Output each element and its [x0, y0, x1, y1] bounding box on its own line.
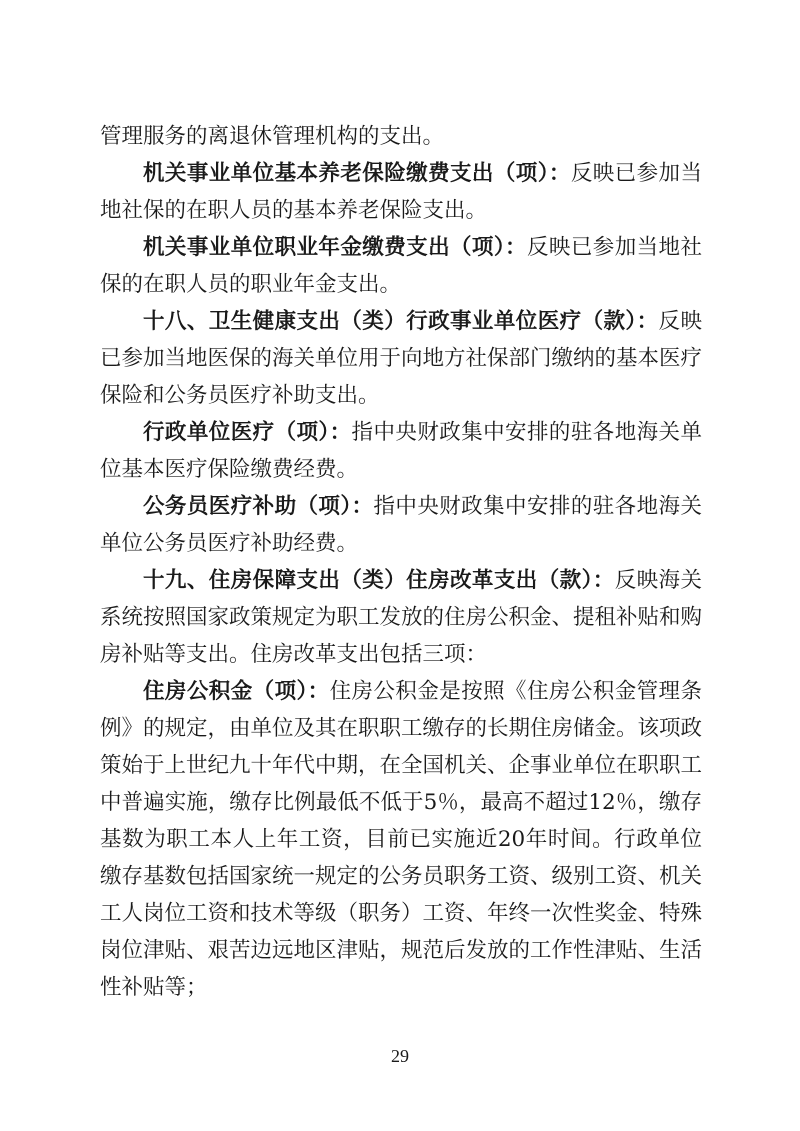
- paragraph: [100, 562, 702, 673]
- paragraph-text: 指中央财政集中安排的驻各地海关单位基本医疗保险缴费经费。: [100, 420, 702, 482]
- paragraph-text: 管理服务的离退休管理机构的支出。: [100, 124, 445, 149]
- paragraph: [100, 118, 702, 155]
- paragraph-heading: 机关事业单位职业年金缴费支出（项）：: [143, 235, 527, 260]
- paragraph: [100, 414, 702, 488]
- paragraph: [100, 229, 702, 303]
- paragraph-text: 反映已参加当地社保的在职人员的基本养老保险支出。: [100, 161, 702, 223]
- paragraph-heading: 住房公积金（项）：: [143, 679, 330, 704]
- paragraph: [100, 673, 702, 1006]
- page-number: 29: [391, 1046, 409, 1066]
- paragraph-text: 反映已参加当地医保的海关单位用于向地方社保部门缴纳的基本医疗保险和公务员医疗补助支出。: [100, 309, 703, 408]
- paragraph-text: 指中央财政集中安排的驻各地海关单位公务员医疗补助经费。: [100, 494, 702, 556]
- paragraph-heading: 行政单位医疗（项）：: [143, 420, 352, 445]
- section-heading: 十九、住房保障支出（类）住房改革支出（款）：: [143, 568, 615, 593]
- paragraph-heading: 机关事业单位基本养老保险缴费支出（项）：: [143, 161, 571, 186]
- document-body: [100, 118, 702, 1006]
- section-heading: 十八、卫生健康支出（类）行政事业单位医疗（款）：: [143, 309, 659, 334]
- paragraph-text: 住房公积金是按照《住房公积金管理条例》的规定，由单位及其在职职工缴存的长期住房储金。该项政策始于上世纪九十年代中期，在全国机关、企事业单位在职职工中普遍实施，缴存比例最低不低于5％，最高不超过12％，缴存基数为职工本人上年工资，目前已实施近20年时间。行政单位缴存基数包括国家统一规定的公务员职务工资、级别工资、机关工人岗位工资和技术等级（职务）工资、年终一次性奖金、特殊岗位津贴、艰苦边远地区津贴，规范后发放的工作性津贴、生活性补贴等；: [100, 679, 703, 1000]
- paragraph: [100, 488, 702, 562]
- paragraph-text: 反映已参加当地社保的在职人员的职业年金支出。: [100, 235, 702, 297]
- paragraph: [100, 155, 702, 229]
- paragraph: [100, 303, 702, 414]
- paragraph-heading: 公务员医疗补助（项）：: [143, 494, 374, 519]
- paragraph-text: 反映海关系统按照国家政策规定为职工发放的住房公积金、提租补贴和购房补贴等支出。住房改革支出包括三项：: [100, 568, 703, 667]
